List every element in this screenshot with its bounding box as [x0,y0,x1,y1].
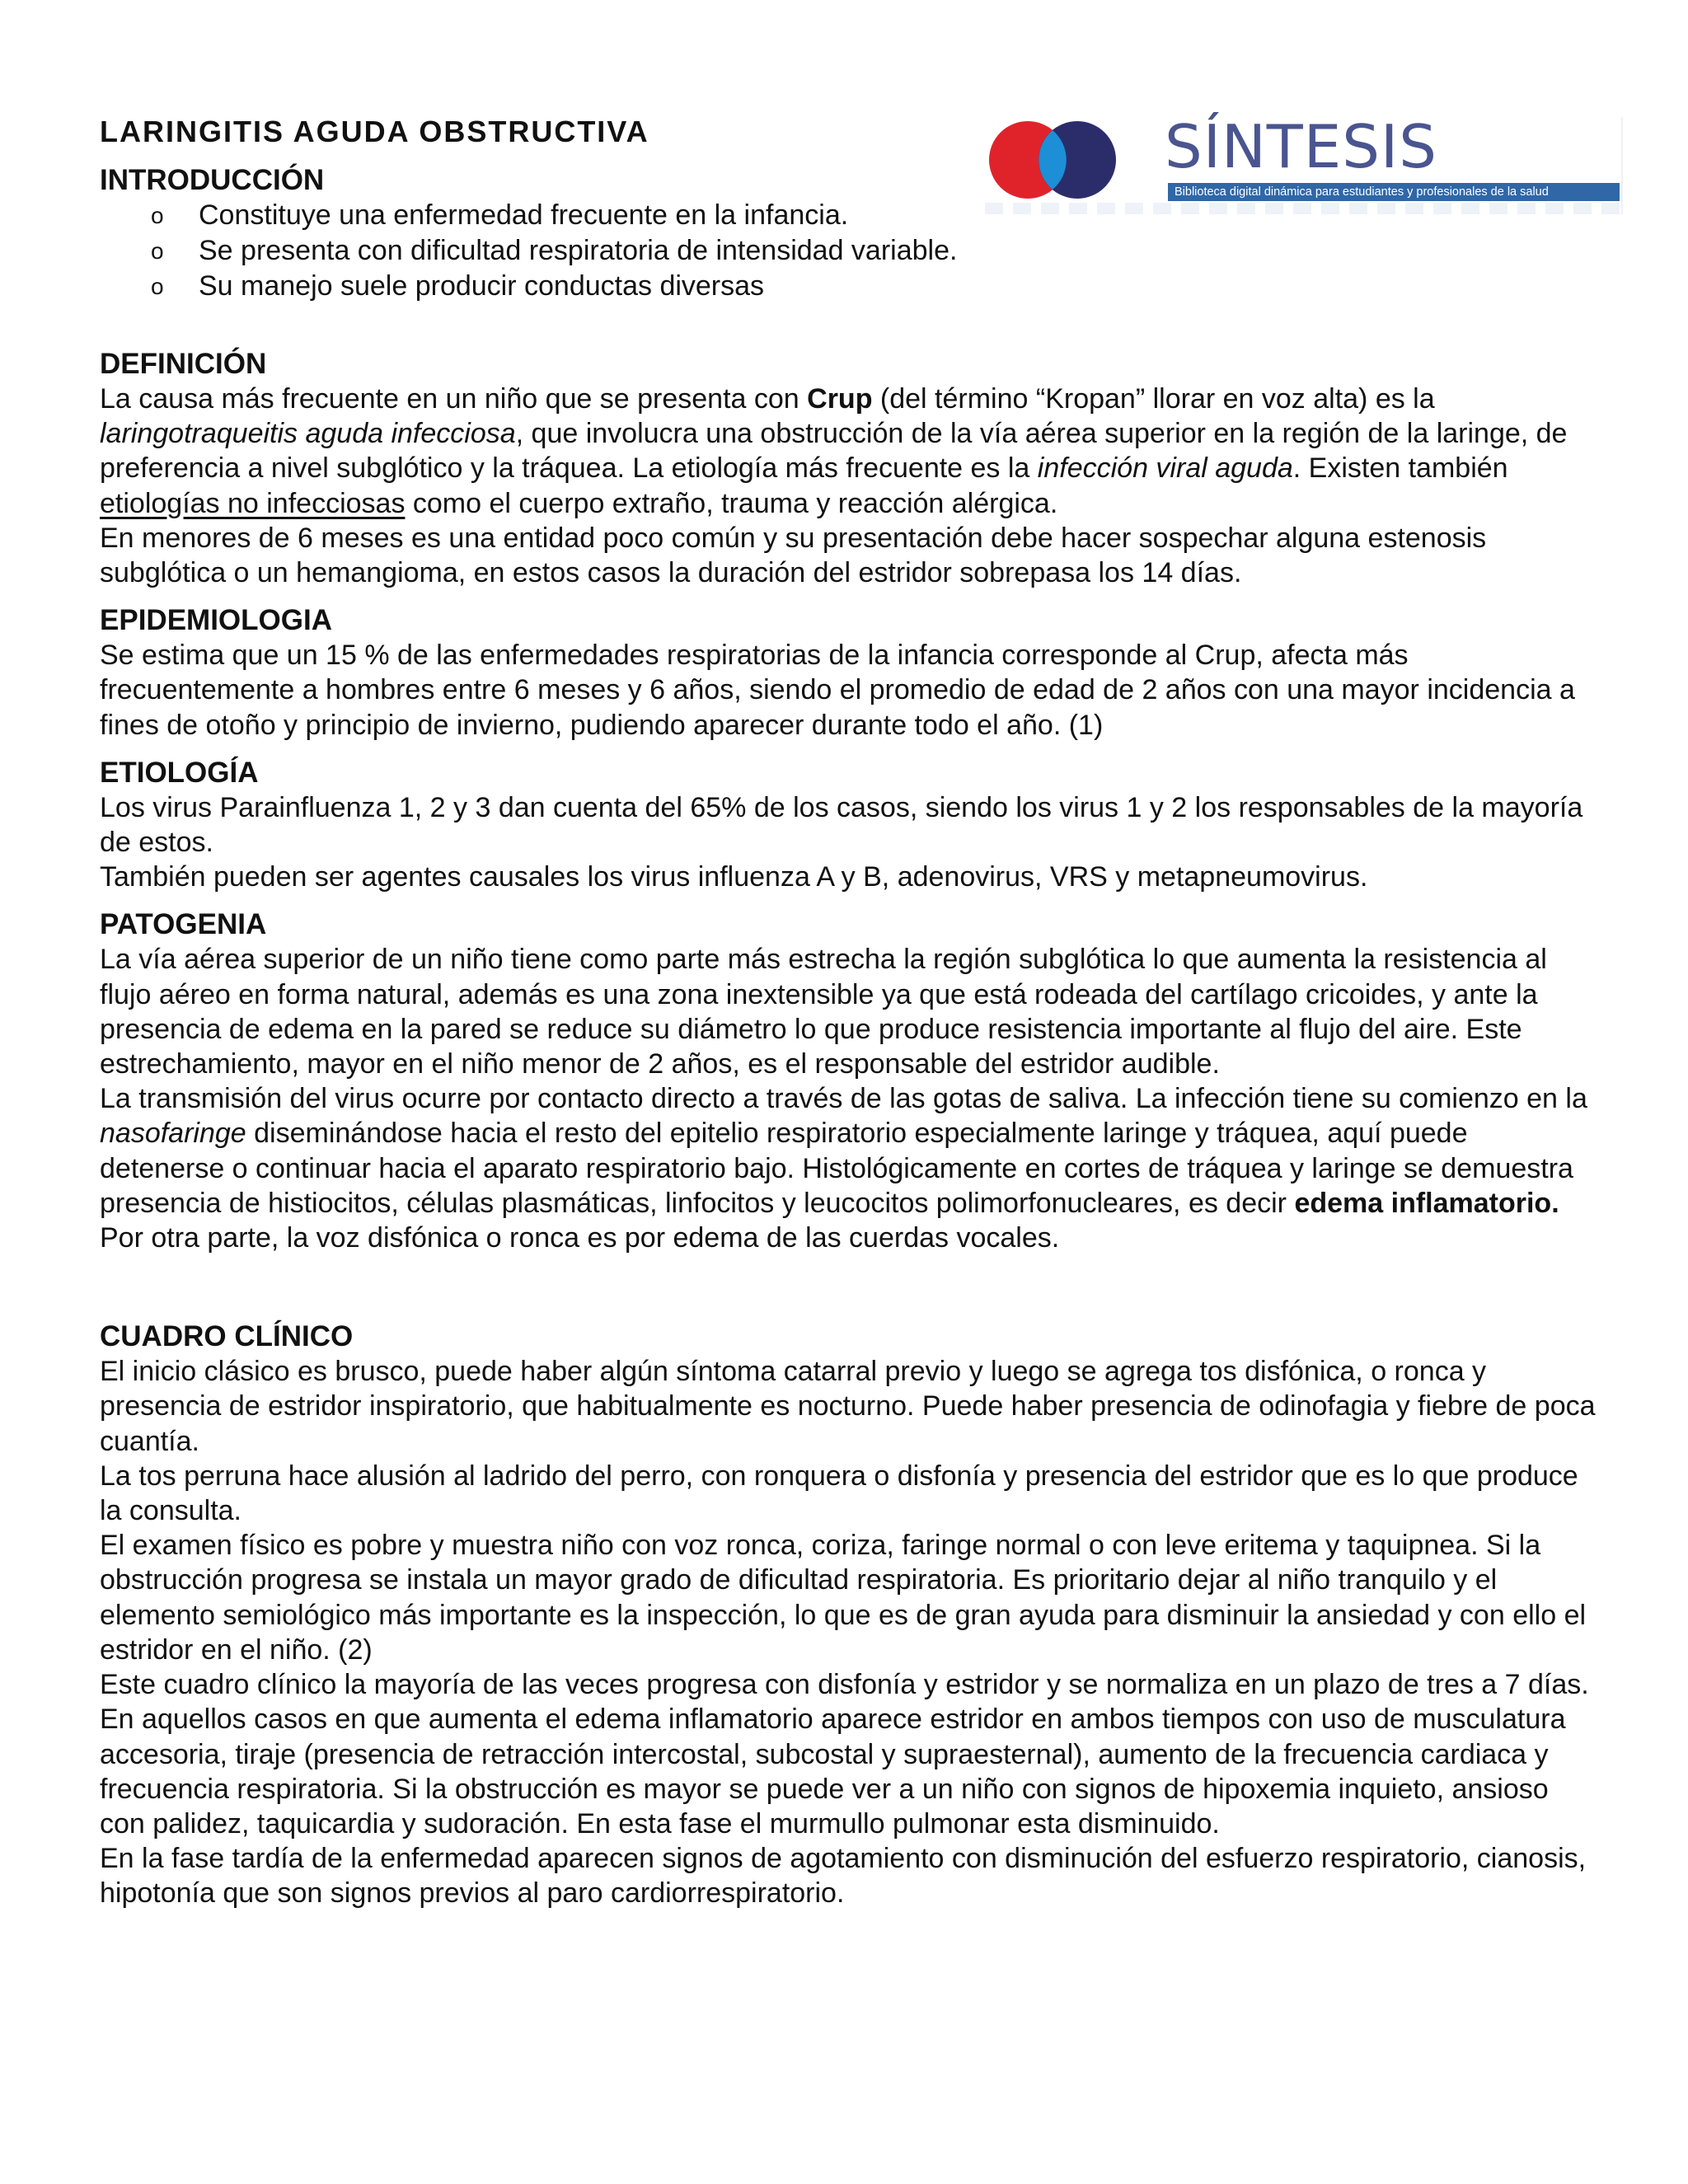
term-etiologias-no-infecciosas: etiologías no infecciosas [100,487,406,519]
list-item: o Constituye una enfermedad frecuente en la infancia. [100,198,1600,233]
logo-tagline: Biblioteca digital dinámica para estudiantes y profesionales de la salud [1168,183,1620,201]
patogenia-paragraph-2: La transmisión del virus ocurre por contacto directo a través de las gotas de saliva. La infección tiene su comienzo en la nasofaringe diseminándose hacia el resto del epitelio respiratorio especialmente laringe y tráquea, aquí puede detenerse o continuar hacia el aparato respiratorio bajo. Histológicamente en cortes de tráquea y laringe se demuestra presencia de histiocitos, células plasmáticas, linfocitos y leucocitos polimorfonucleares, es decir edema inflamatorio. [100,1083,1587,1219]
patogenia-paragraph-3: Por otra parte, la voz disfónica o ronca es por edema de las cuerdas vocales. [100,1222,1060,1254]
cuadro-paragraph-1: El inicio clásico es brusco, puede haber algún síntoma catarral previo y luego se agrega tos disfónica, o ronca y presencia de estridor inspiratorio, que habitualmente es nocturno. Puede haber presencia de odinofagia y fiebre de poca cuantía. [100,1356,1596,1457]
heading-epidemiologia: EPIDEMIOLOGIA [100,604,332,637]
heading-etiologia: ETIOLOGÍA [100,756,259,789]
heading-introduccion: INTRODUCCIÓN [100,164,325,196]
term-laringotraqueitis: laringotraqueitis aguda infecciosa [100,418,516,450]
cuadro-paragraph-5: En la fase tardía de la enfermedad aparecen signos de agotamiento con disminución del esfuerzo respiratorio, cianosis, hipotonía que son signos previos al paro cardiorrespiratorio. [100,1843,1587,1910]
intro-list [100,198,1600,304]
term-edema-inflamatorio: edema inflamatorio. [1294,1187,1559,1219]
document-page [100,114,1600,1911]
etiologia-paragraph-2: También pueden ser agentes causales los virus influenza A y B, adenovirus, VRS y metapneumovirus. [100,861,1368,893]
epidemiologia-paragraph-1: Se estima que un 15 % de las enfermedades respiratorias de la infancia corresponde al Crup, afecta más frecuentemente a hombres entre 6 meses y 6 años, siendo el promedio de edad de 2 años con una mayor incidencia a fines de otoño y principio de invierno, pudiendo aparecer durante todo el año. (1) [100,640,1575,741]
heading-definicion: DEFINICIÓN [100,348,267,380]
etiologia-paragraph-1: Los virus Parainfluenza 1, 2 y 3 dan cuenta del 65% de los casos, siendo los virus 1 y 2 los responsables de la mayoría de estos. [100,791,1583,859]
term-infeccion-viral: infección viral aguda [1037,452,1293,485]
patogenia-paragraph-1: La vía aérea superior de un niño tiene como parte más estrecha la región subglótica lo que aumenta la resistencia al flujo aéreo en forma natural, además es una zona inextensible ya que está rodeada del cartílago cricoides, y ante la presencia de edema en la pared se reduce su diámetro lo que produce resistencia importante al flujo del aire. Este estrechamiento, mayor en el niño menor de 2 años, es el responsable del estridor audible. [100,944,1547,1080]
definicion-paragraph-2: En menores de 6 meses es una entidad poco común y su presentación debe hacer sospechar alguna estenosis subglótica o un hemangioma, en estos casos la duración del estridor sobrepasa los 14 días. [100,522,1487,589]
bullet-circle-icon: o [151,238,164,264]
cuadro-paragraph-3: El examen físico es pobre y muestra niño con voz ronca, coriza, faringe normal o con leve eritema y taquipnea. Si la obstrucción progresa se instala un mayor grado de dificultad respiratoria. Es prioritario dejar al niño tranquilo y el elemento semiológico más importante es la inspección, lo que es de gran ayuda para disminuir la ansiedad y con ello el estridor en el niño. (2) [100,1530,1587,1666]
heading-patogenia: PATOGENIA [100,908,267,941]
bullet-circle-icon: o [151,274,164,299]
cuadro-paragraph-2: La tos perruna hace alusión al ladrido del perro, con ronquera o disfonía y presencia del estridor que es lo que produce la consulta. [100,1460,1578,1527]
logo-edge [1621,117,1623,214]
logo-wordmark: SÍNTESIS [1165,112,1437,181]
list-item: o Se presenta con dificultad respiratoria de intensidad variable. [100,233,1600,269]
document-title: LARINGITIS AGUDA OBSTRUCTIVA [100,115,649,148]
list-item: o Su manejo suele producir conductas diversas [100,269,1600,304]
term-nasofaringe: nasofaringe [100,1118,246,1150]
cuadro-paragraph-4: Este cuadro clínico la mayoría de las veces progresa con disfonía y estridor y se normaliza en un plazo de tres a 7 días. En aquellos casos en que aumenta el edema inflamatorio aparece estridor en ambos tiempos con uso de musculatura accesoria, tiraje (presencia de retracción intercostal, subcostal y supraesternal), aumento de la frecuencia cardiaca y frecuencia respiratoria. Si la obstrucción es mayor se puede ver a un niño con signos de hipoxemia inquieto, ansioso con palidez, taquicardia y sudoración. En esta fase el murmullo pulmonar esta disminuido. [100,1669,1589,1840]
term-crup: Crup [807,383,873,415]
bullet-circle-icon: o [151,203,164,228]
definicion-paragraph-1: La causa más frecuente en un niño que se presenta con Crup (del término “Kropan” llorar en voz alta) es la laringotraqueitis aguda infecciosa, que involucra una obstrucción de la vía aérea superior en la región de la laringe, de preferencia a nivel subglótico y la tráquea. La etiología más frecuente es la infección viral aguda. Existen también etiologías no infecciosas como el cuerpo extraño, trauma y reacción alérgica. [100,383,1568,519]
heading-cuadro-clinico: CUADRO CLÍNICO [100,1320,354,1353]
